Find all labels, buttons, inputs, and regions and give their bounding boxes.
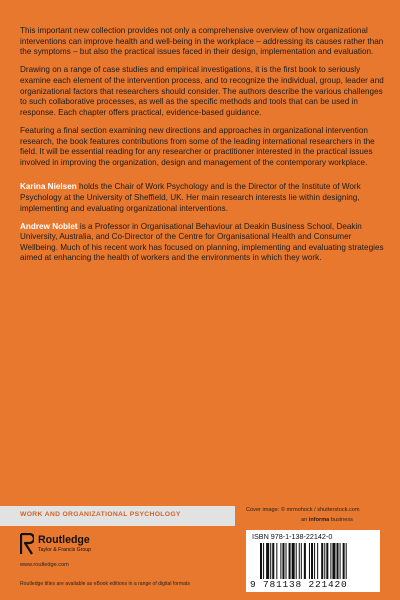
author-name: Andrew Noblet bbox=[20, 221, 78, 231]
barcode-bar bbox=[280, 543, 281, 579]
routledge-logo-icon bbox=[20, 533, 34, 555]
barcode-bar bbox=[337, 543, 339, 579]
author-name: Karina Nielsen bbox=[20, 182, 77, 192]
author-bio-paragraph bbox=[20, 222, 385, 264]
barcode-bar bbox=[266, 543, 269, 579]
barcode-bar bbox=[272, 543, 274, 579]
barcode-bar bbox=[321, 543, 323, 579]
barcode-bar bbox=[286, 543, 287, 579]
barcode-bar bbox=[346, 543, 347, 579]
routledge-logo bbox=[20, 533, 100, 563]
barcode-bar bbox=[332, 543, 335, 579]
barcode-bar bbox=[260, 543, 262, 579]
author-bio: is a Professor in Organisational Behaviour at Deakin Business School, Deakin University, Australia, and Co-Director of the Centre for Organisational Health and Consumer Wellbeing. Much of his recent work has focused on planning, implementing and evaluating strategies aimed at enhancing the health of workers and the environments in which they work. bbox=[20, 221, 384, 263]
isbn: ISBN 978-1-138-22142-0 bbox=[252, 532, 333, 541]
barcode-bar bbox=[343, 543, 345, 579]
cover-footer bbox=[0, 492, 400, 600]
back-cover-text bbox=[20, 26, 385, 272]
barcode-bar bbox=[340, 543, 341, 579]
description-paragraph: Featuring a final section examining new directions and approaches in organizational intervention research, the book features contributions from some of the leading international researchers in the field. It will be essential reading for any researcher or practitioner interested in the practical issues involved in improving the organization, design and management of the contemporary workplace. bbox=[20, 125, 375, 167]
barcode-bar bbox=[289, 543, 291, 579]
barcode-bar bbox=[324, 543, 325, 579]
barcode-digits: 9 781138 221420 bbox=[250, 579, 348, 590]
informa-brand: informa bbox=[308, 517, 330, 523]
barcode-bar bbox=[326, 543, 328, 579]
barcode-bar bbox=[263, 543, 264, 579]
publisher-group: Taylor & Francis Group bbox=[38, 547, 92, 553]
barcode-bar bbox=[309, 543, 310, 579]
barcode-bar bbox=[311, 543, 313, 579]
barcode-bar bbox=[276, 543, 277, 579]
barcode-bar bbox=[292, 543, 295, 579]
barcode-bar bbox=[270, 543, 271, 579]
author-bio: holds the Chair of Work Psychology and is the Director of the Institute of Work Psychology at the University of Sheffield, UK. Her main research interests lie within designing, implementing and evaluating organizational interventions. bbox=[20, 182, 361, 213]
barcode-bar bbox=[304, 543, 306, 579]
publisher-name: Routledge bbox=[38, 534, 90, 546]
ebook-note: Routledge titles are available as eBook editions in a range of digital formats bbox=[20, 581, 190, 587]
barcode-icon bbox=[260, 543, 374, 579]
barcode-bar bbox=[282, 543, 284, 579]
informa-business: an informa business bbox=[301, 517, 353, 523]
publisher-website: www.routledge.com bbox=[20, 562, 69, 568]
series-band bbox=[0, 506, 235, 526]
barcode-bar bbox=[330, 543, 331, 579]
cover-credit: Cover image: © mrmohock / shutterstock.com bbox=[246, 507, 360, 513]
barcode-bar bbox=[301, 543, 302, 579]
barcode-bar bbox=[296, 543, 297, 579]
author-bio-paragraph bbox=[20, 182, 385, 214]
description-paragraph: Drawing on a range of case studies and empirical investigations, it is the first book to seriously examine each element of the intervention process, and to recognize the individual, group, leader and organizational factors that researchers should consider. The authors describe the various challenges to such collaborative processes, as well as the specific methods and tools that can be used in response. Each chapter offers practical, evidence-based guidance. bbox=[20, 65, 384, 117]
series-name: WORK AND ORGANIZATIONAL PSYCHOLOGY bbox=[20, 511, 181, 518]
description-paragraph: This important new collection provides not only a comprehensive overview of how organizational interventions can improve health and well-being in the workplace – addressing its causes rather than the symptoms – but also the practical issues faced in their design, implementation and evaluation. bbox=[20, 26, 384, 57]
barcode-bar bbox=[317, 543, 318, 579]
barcode-bar bbox=[314, 543, 315, 579]
isbn-box bbox=[246, 530, 380, 592]
barcode-bar bbox=[299, 543, 300, 579]
